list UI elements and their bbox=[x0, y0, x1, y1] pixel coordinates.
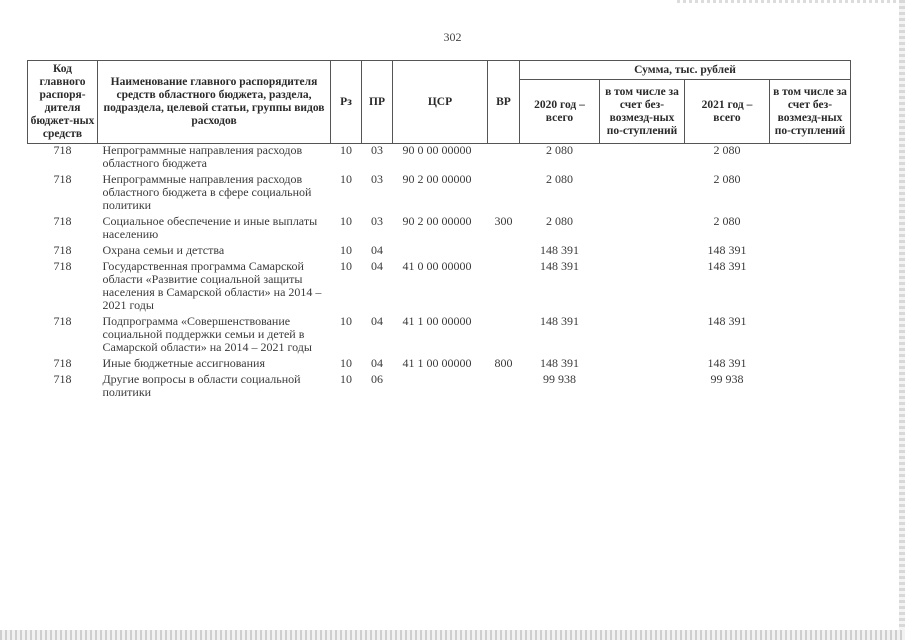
cell-vr bbox=[488, 173, 520, 215]
cell-2021-total: 2 080 bbox=[713, 214, 741, 228]
cell-name: Социальное обеспечение и иные выплаты населению bbox=[102, 214, 318, 241]
cell-2020-total: 2 080 bbox=[546, 143, 573, 157]
cell-pr: 06 bbox=[371, 372, 383, 386]
cell-rz: 10 bbox=[340, 172, 352, 186]
cell-csr bbox=[393, 244, 488, 260]
cell-rz: 10 bbox=[340, 243, 352, 257]
cell-vr: 300 bbox=[494, 214, 513, 228]
cell-vr bbox=[488, 244, 520, 260]
table-row bbox=[28, 244, 851, 260]
cell-2020-total: 2 080 bbox=[546, 214, 573, 228]
cell-2021-transfers bbox=[770, 373, 851, 402]
cell-rz: 10 bbox=[340, 214, 352, 228]
cell-rz: 10 bbox=[340, 143, 352, 157]
cell-rz: 10 bbox=[340, 314, 352, 328]
cell-2020-transfers bbox=[600, 357, 685, 373]
cell-code: 718 bbox=[53, 259, 72, 273]
cell-pr: 03 bbox=[371, 214, 383, 228]
header-2021-transfers: в том числе за счет без-возмезд-ных по-ступлений bbox=[770, 80, 851, 144]
cell-2021-transfers bbox=[770, 260, 851, 315]
cell-code: 718 bbox=[53, 243, 72, 257]
cell-csr: 90 2 00 00000 bbox=[402, 172, 472, 186]
cell-vr: 800 bbox=[494, 356, 513, 370]
budget-table-wrap bbox=[27, 60, 851, 402]
cell-csr: 90 2 00 00000 bbox=[402, 214, 472, 228]
cell-pr: 03 bbox=[371, 143, 383, 157]
cell-2020-total: 148 391 bbox=[540, 356, 579, 370]
cell-csr: 90 0 00 00000 bbox=[402, 143, 472, 157]
cell-2020-total: 148 391 bbox=[540, 243, 579, 257]
scan-artifact-right-edge bbox=[899, 0, 905, 640]
cell-name: Иные бюджетные ассигнования bbox=[102, 356, 265, 370]
cell-2020-transfers bbox=[600, 173, 685, 215]
budget-table bbox=[27, 60, 851, 402]
cell-2021-transfers bbox=[770, 173, 851, 215]
cell-name: Непрограммные направления расходов областного бюджета bbox=[102, 143, 303, 170]
header-name: Наименование главного распорядителя средств областного бюджета, раздела, подраздела, целевой статьи, группы видов расходов bbox=[98, 61, 331, 144]
cell-2020-transfers bbox=[600, 315, 685, 357]
cell-2021-total: 2 080 bbox=[713, 143, 741, 157]
scan-artifact-top bbox=[677, 0, 897, 3]
header-csr: ЦСР bbox=[393, 61, 488, 144]
cell-2021-transfers bbox=[770, 144, 851, 174]
cell-2020-transfers bbox=[600, 144, 685, 174]
cell-code: 718 bbox=[53, 214, 72, 228]
cell-2021-transfers bbox=[770, 215, 851, 244]
cell-code: 718 bbox=[53, 356, 72, 370]
cell-2020-total: 148 391 bbox=[540, 314, 579, 328]
cell-rz: 10 bbox=[340, 356, 352, 370]
table-row bbox=[28, 315, 851, 357]
table-row bbox=[28, 373, 851, 402]
cell-2021-transfers bbox=[770, 315, 851, 357]
cell-pr: 04 bbox=[371, 259, 383, 273]
cell-2021-total: 148 391 bbox=[707, 356, 747, 370]
cell-2020-total: 2 080 bbox=[546, 172, 573, 186]
cell-2021-transfers bbox=[770, 244, 851, 260]
header-sum: Сумма, тыс. рублей bbox=[520, 61, 851, 80]
cell-pr: 04 bbox=[371, 243, 383, 257]
cell-2021-total: 148 391 bbox=[707, 243, 747, 257]
cell-csr bbox=[393, 373, 488, 402]
cell-vr bbox=[488, 373, 520, 402]
cell-csr: 41 1 00 00000 bbox=[402, 356, 472, 370]
header-pr: ПР bbox=[362, 61, 393, 144]
cell-code: 718 bbox=[53, 314, 72, 328]
table-row bbox=[28, 144, 851, 174]
cell-code: 718 bbox=[53, 172, 72, 186]
cell-vr bbox=[488, 315, 520, 357]
cell-csr: 41 1 00 00000 bbox=[402, 314, 472, 328]
header-vr: ВР bbox=[488, 61, 520, 144]
cell-name: Другие вопросы в области социальной политики bbox=[102, 372, 301, 399]
cell-rz: 10 bbox=[340, 259, 352, 273]
cell-2020-transfers bbox=[600, 215, 685, 244]
cell-vr bbox=[488, 144, 520, 174]
table-row bbox=[28, 260, 851, 315]
cell-2020-transfers bbox=[600, 244, 685, 260]
cell-pr: 03 bbox=[371, 172, 383, 186]
cell-2021-total: 99 938 bbox=[710, 372, 744, 386]
header-rz: Рз bbox=[331, 61, 362, 144]
cell-pr: 04 bbox=[371, 314, 383, 328]
page-number: 302 bbox=[443, 30, 462, 44]
header-2020-total: 2020 год – всего bbox=[520, 80, 600, 144]
cell-2020-transfers bbox=[600, 260, 685, 315]
table-header bbox=[28, 61, 851, 144]
cell-code: 718 bbox=[53, 143, 72, 157]
cell-csr: 41 0 00 00000 bbox=[402, 259, 472, 273]
header-2020-transfers: в том числе за счет без-возмезд-ных по-ступлений bbox=[600, 80, 685, 144]
scan-artifact-bottom-edge bbox=[0, 630, 905, 640]
header-2021-total: 2021 год – всего bbox=[685, 80, 770, 144]
cell-name: Непрограммные направления расходов областного бюджета в сфере социальной политики bbox=[102, 172, 312, 212]
cell-name: Подпрограмма «Совершенствование социальной поддержки семьи и детей в Самарской области» на 2014 – 2021 годы bbox=[102, 314, 312, 354]
header-code: Код главного распоря-дителя бюджет-ных средств bbox=[28, 61, 98, 144]
cell-2020-total: 148 391 bbox=[540, 259, 579, 273]
cell-2021-total: 148 391 bbox=[707, 314, 747, 328]
cell-rz: 10 bbox=[340, 372, 352, 386]
cell-pr: 04 bbox=[371, 356, 383, 370]
cell-code: 718 bbox=[53, 372, 72, 386]
table-row bbox=[28, 357, 851, 373]
cell-2021-total: 2 080 bbox=[713, 172, 741, 186]
cell-2020-transfers bbox=[600, 373, 685, 402]
cell-2021-transfers bbox=[770, 357, 851, 373]
cell-name: Охрана семьи и детства bbox=[102, 243, 225, 257]
table-row bbox=[28, 173, 851, 215]
table-body bbox=[28, 144, 851, 403]
cell-name: Государственная программа Самарской области «Развитие социальной защиты населения в Самарской области» на 2014 – 2021 годы bbox=[102, 259, 322, 312]
cell-vr bbox=[488, 260, 520, 315]
table-row bbox=[28, 215, 851, 244]
cell-2020-total: 99 938 bbox=[543, 372, 576, 386]
cell-2021-total: 148 391 bbox=[707, 259, 747, 273]
